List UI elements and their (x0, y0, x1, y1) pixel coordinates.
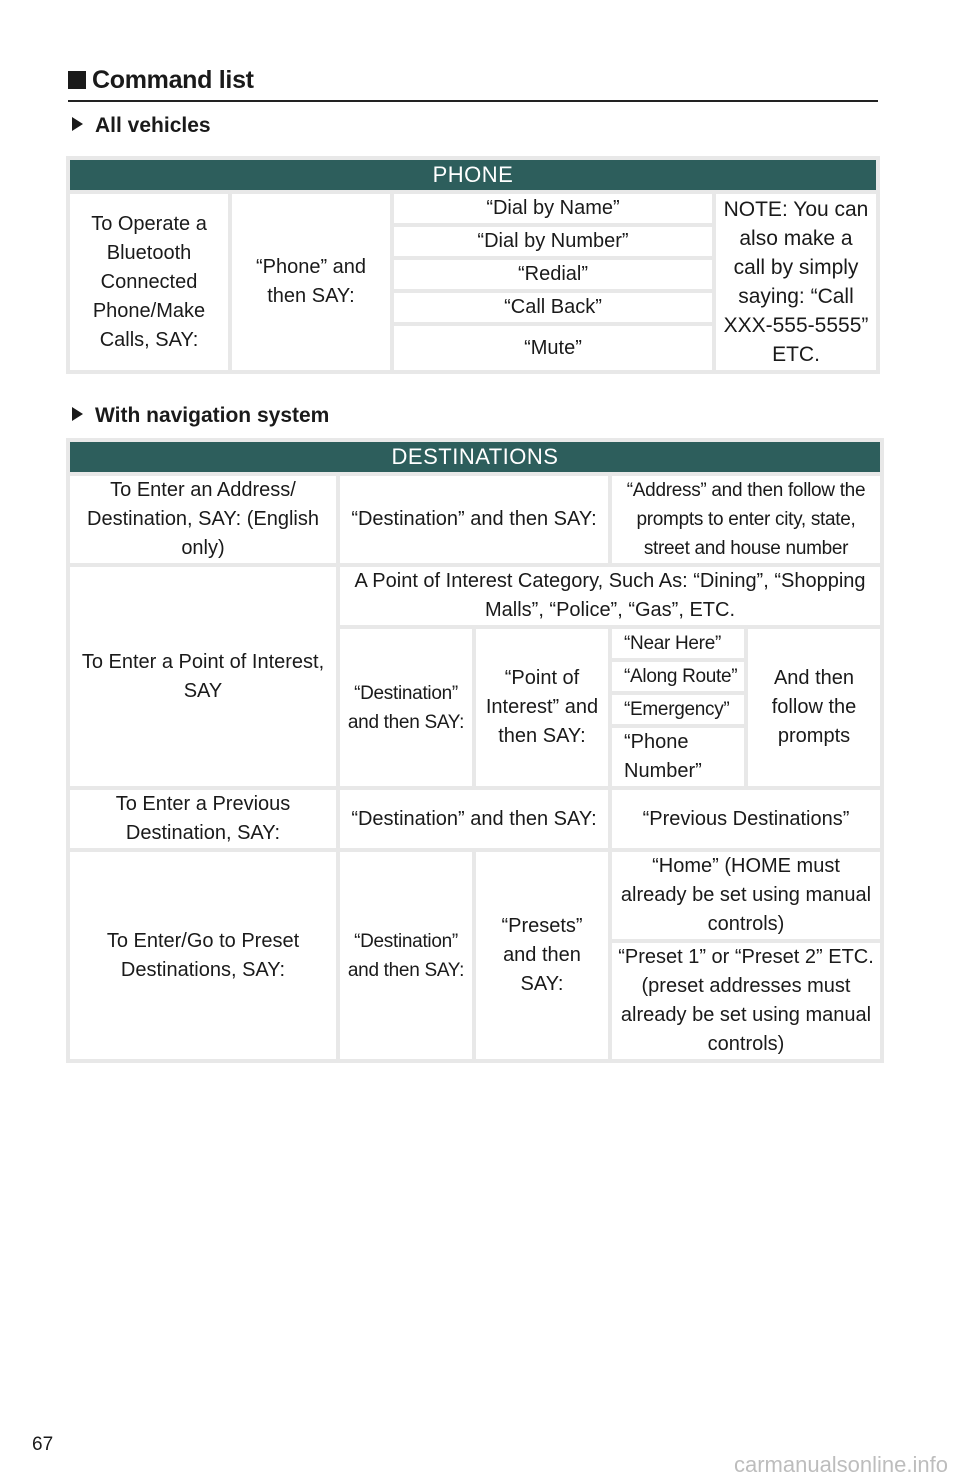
address-step-cell: “Destination” and then SAY: (340, 476, 608, 563)
phone-intro-cell: To Operate a Bluetooth Connected Phone/Make Calls, SAY: (70, 194, 228, 370)
poi-option-cell: “Near Here” (612, 629, 744, 658)
page-number: 67 (32, 1434, 54, 1455)
subheading-label: With navigation system (95, 404, 330, 427)
phone-command-cell: “Mute” (394, 326, 712, 370)
phone-table-header: PHONE (70, 160, 876, 190)
poi-follow-cell: And then follow the prompts (748, 629, 880, 786)
poi-option-cell: “Phone Number” (612, 728, 744, 786)
previous-intro-cell: To Enter a Previous Destination, SAY: (70, 790, 336, 848)
phone-command-cell: “Call Back” (394, 293, 712, 322)
previous-action-cell: “Previous Destinations” (612, 790, 880, 848)
preset-step2-cell: “Presets” and then SAY: (476, 852, 608, 1059)
phone-step-cell: “Phone” and then SAY: (232, 194, 390, 370)
destinations-command-table (66, 438, 884, 1063)
address-intro-cell: To Enter an Address/ Destination, SAY: (English only) (70, 476, 336, 563)
previous-step-cell: “Destination” and then SAY: (340, 790, 608, 848)
poi-intro-cell: To Enter a Point of Interest, SAY (70, 567, 336, 786)
phone-command-cell: “Dial by Number” (394, 227, 712, 256)
watermark: carmanualsonline.info (733, 1452, 948, 1477)
square-bullet-icon (68, 71, 86, 89)
preset-numbers-cell: “Preset 1” or “Preset 2” ETC. (preset addresses must already be set using manual controls) (612, 943, 880, 1059)
phone-command-cell: “Redial” (394, 260, 712, 289)
preset-step1-cell: “Destination” and then SAY: (340, 852, 472, 1059)
triangle-bullet-icon (72, 407, 83, 421)
poi-step2-cell: “Point of Interest” and then SAY: (476, 629, 608, 786)
section-title: Command list (92, 66, 254, 94)
triangle-bullet-icon (72, 117, 83, 131)
preset-intro-cell: To Enter/Go to Preset Destinations, SAY: (70, 852, 336, 1059)
subheading-label: All vehicles (95, 114, 211, 137)
preset-home-cell: “Home” (HOME must already be set using manual controls) (612, 852, 880, 939)
poi-category-cell: A Point of Interest Category, Such As: “Dining”, “Shopping Malls”, “Police”, “Gas”, ETC. (340, 567, 880, 625)
destinations-table-header: DESTINATIONS (70, 442, 880, 472)
phone-command-table (66, 156, 880, 374)
address-action-cell: “Address” and then follow the prompts to enter city, state, street and house number (612, 476, 880, 563)
poi-step1-cell: “Destination” and then SAY: (340, 629, 472, 786)
subheading-all-vehicles (72, 114, 211, 138)
section-heading (68, 66, 878, 102)
poi-option-cell: “Emergency” (612, 695, 744, 724)
subheading-navigation (72, 404, 329, 428)
phone-command-cell: “Dial by Name” (394, 194, 712, 223)
poi-option-cell: “Along Route” (612, 662, 744, 691)
phone-note-cell: NOTE: You can also make a call by simply saying: “Call XXX-555-5555” ETC. (716, 194, 876, 370)
